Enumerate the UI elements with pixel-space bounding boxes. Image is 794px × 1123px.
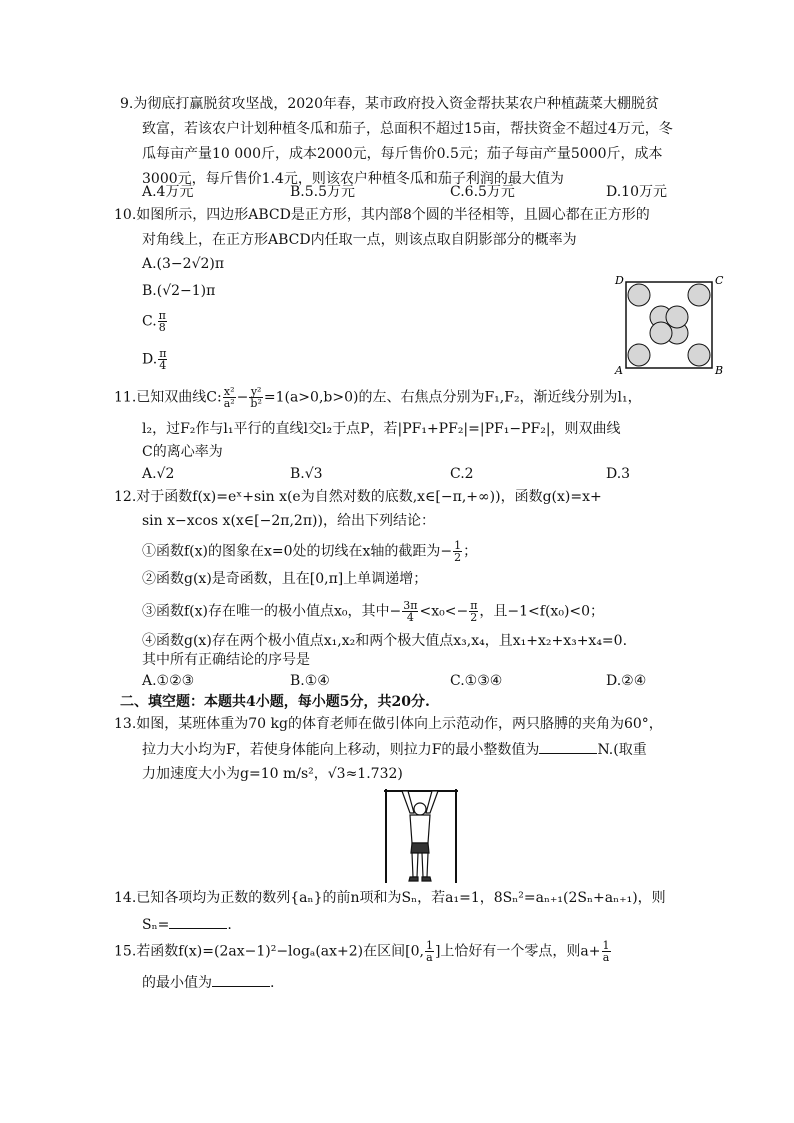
label-c: C bbox=[715, 274, 724, 287]
q10-option-c: C. $\frac{\pi}{8}$ bbox=[142, 309, 166, 334]
q10-option-d: D. $\frac{\pi}{4}$ bbox=[142, 347, 167, 372]
label-d: D bbox=[615, 274, 624, 287]
q11-option-c: C.2 bbox=[450, 466, 474, 482]
q12-statement-3: ③函数f(x)存在唯一的极小值点x₀，其中− $\frac{3\pi}{4}$ <x₀<− $\frac{\pi}{2}$ ，且−1<f(x₀)<0； bbox=[142, 599, 605, 624]
q12-option-b: B.①④ bbox=[290, 673, 330, 689]
q9-option-d: D.10万元 bbox=[606, 184, 667, 200]
pull-up-figure bbox=[380, 785, 462, 885]
q15-line-2: 的最小值为 . bbox=[142, 972, 274, 993]
q15-answer-blank bbox=[212, 972, 270, 987]
q9-option-a: A.4万元 bbox=[142, 184, 194, 200]
q10-line-1: 10.如图所示，四边形ABCD是正方形，其内部8个圆的半径相等，且圆心都在正方形的 bbox=[114, 207, 650, 223]
q9-option-c: C.6.5万元 bbox=[450, 184, 515, 200]
square-circles-figure bbox=[612, 272, 727, 377]
q11-x2-over-a2: $\frac{\text{x²}}{\text{a²}}$ bbox=[223, 385, 235, 410]
q11-option-b: B.√3 bbox=[290, 466, 323, 482]
q14-line-2: Sₙ= . bbox=[142, 914, 232, 935]
q13-line-1: 13.如图，某班体重为70 kg的体育老师在做引体向上示范动作，两只胳膊的夹角为60°， bbox=[114, 716, 663, 732]
q12-half-fraction: $\frac{1}{2}$ bbox=[454, 539, 462, 564]
q12-option-a: A.①②③ bbox=[142, 673, 195, 689]
q9-line-1: 9.为彻底打赢脱贫攻坚战，2020年春，某市政府投入资金帮扶某农户种植蔬菜大棚脱贫 bbox=[120, 96, 659, 112]
q11-option-a: A.√2 bbox=[142, 466, 175, 482]
q13-line-2: 拉力大小均为F，若使身体能向上移动，则拉力F的最小整数值为 N.(取重 bbox=[142, 739, 647, 760]
q12-statement-2: ②函数g(x)是奇函数，且在[0,π]上单调递增； bbox=[142, 571, 428, 587]
q15-line-1: 15.若函数f(x)=(2ax−1)²−logₐ(ax+2)在区间[0, $\frac{1}{a}$ ]上恰好有一个零点，则a+ $\frac{1}{a}$ bbox=[114, 939, 610, 964]
label-b: B bbox=[715, 364, 724, 377]
q12-line-2: sin x−xcos x(x∈[−2π,2π))，给出下列结论： bbox=[142, 513, 435, 529]
q10-line-2: 对角线上，在正方形ABCD内任取一点，则该点取自阴影部分的概率为 bbox=[142, 232, 577, 248]
q10-option-b: B.(√2−1)π bbox=[142, 283, 216, 299]
q10-option-d-fraction: $\frac{\pi}{4}$ bbox=[159, 347, 167, 372]
q9-line-4: 3000元，每斤售价1.4元，则该农户种植冬瓜和茄子利润的最大值为 bbox=[142, 171, 564, 187]
q13-answer-blank bbox=[539, 739, 597, 754]
q9-option-b: B.5.5万元 bbox=[290, 184, 356, 200]
section-2-heading: 二、填空题：本题共4小题，每小题5分，共20分. bbox=[120, 694, 430, 710]
q12-option-d: D.②④ bbox=[606, 673, 647, 689]
q12-statement-4: ④函数g(x)存在两个极小值点x₁,x₂和两个极大值点x₃,x₄，且x₁+x₂+x₃+x₄=0. bbox=[142, 633, 628, 649]
q14-answer-blank bbox=[169, 914, 227, 929]
q13-line-3: 力加速度大小为g=10 m/s²，√3≈1.732) bbox=[142, 766, 403, 782]
q12-statement-1: ①函数f(x)的图象在x=0处的切线在x轴的截距为− $\frac{1}{2}$ ； bbox=[142, 539, 478, 564]
q10-option-a: A.(3−2√2)π bbox=[142, 256, 225, 272]
q10-option-c-fraction: $\frac{\pi}{8}$ bbox=[158, 309, 166, 334]
q11-line-2: l₂，过F₂作与l₁平行的直线l交l₂于点P，若|PF₁+PF₂|=|PF₁−PF₂|，则双曲线 bbox=[142, 421, 621, 437]
label-a: A bbox=[615, 364, 623, 377]
q11-line-3: C的离心率为 bbox=[142, 444, 223, 460]
q9-line-3: 瓜每亩产量10 000斤，成本2000元，每斤售价0.5元；茄子每亩产量5000斤，成本 bbox=[142, 146, 663, 162]
q12-option-c: C.①③④ bbox=[450, 673, 503, 689]
q9-line-2: 致富，若该农户计划种植冬瓜和茄子，总面积不超过15亩，帮扶资金不超过4万元，冬 bbox=[142, 121, 673, 137]
q12-line-1: 12.对于函数f(x)=eˣ+sin x(e为自然对数的底数,x∈[−π,+∞))，函数g(x)=x+ bbox=[114, 489, 602, 505]
q14-line-1: 14.已知各项均为正数的数列{aₙ}的前n项和为Sₙ，若a₁=1，8Sₙ²=aₙ₊₁(2Sₙ+aₙ₊₁)，则 bbox=[114, 890, 666, 906]
q11-y2-over-b2: $\frac{\text{y²}}{\text{b²}}$ bbox=[250, 385, 262, 410]
q11-line-1: 11.已知双曲线C: $\frac{\text{x²}}{\text{a²}}$ − $\frac{\text{y²}}{\text{b²}}$ =1(a>0,b>0)的左、右焦点分别为F₁,F₂，渐近线分别为l₁， bbox=[114, 385, 642, 410]
q11-option-d: D.3 bbox=[606, 466, 631, 482]
q12-line-7: 其中所有正确结论的序号是 bbox=[142, 652, 310, 668]
